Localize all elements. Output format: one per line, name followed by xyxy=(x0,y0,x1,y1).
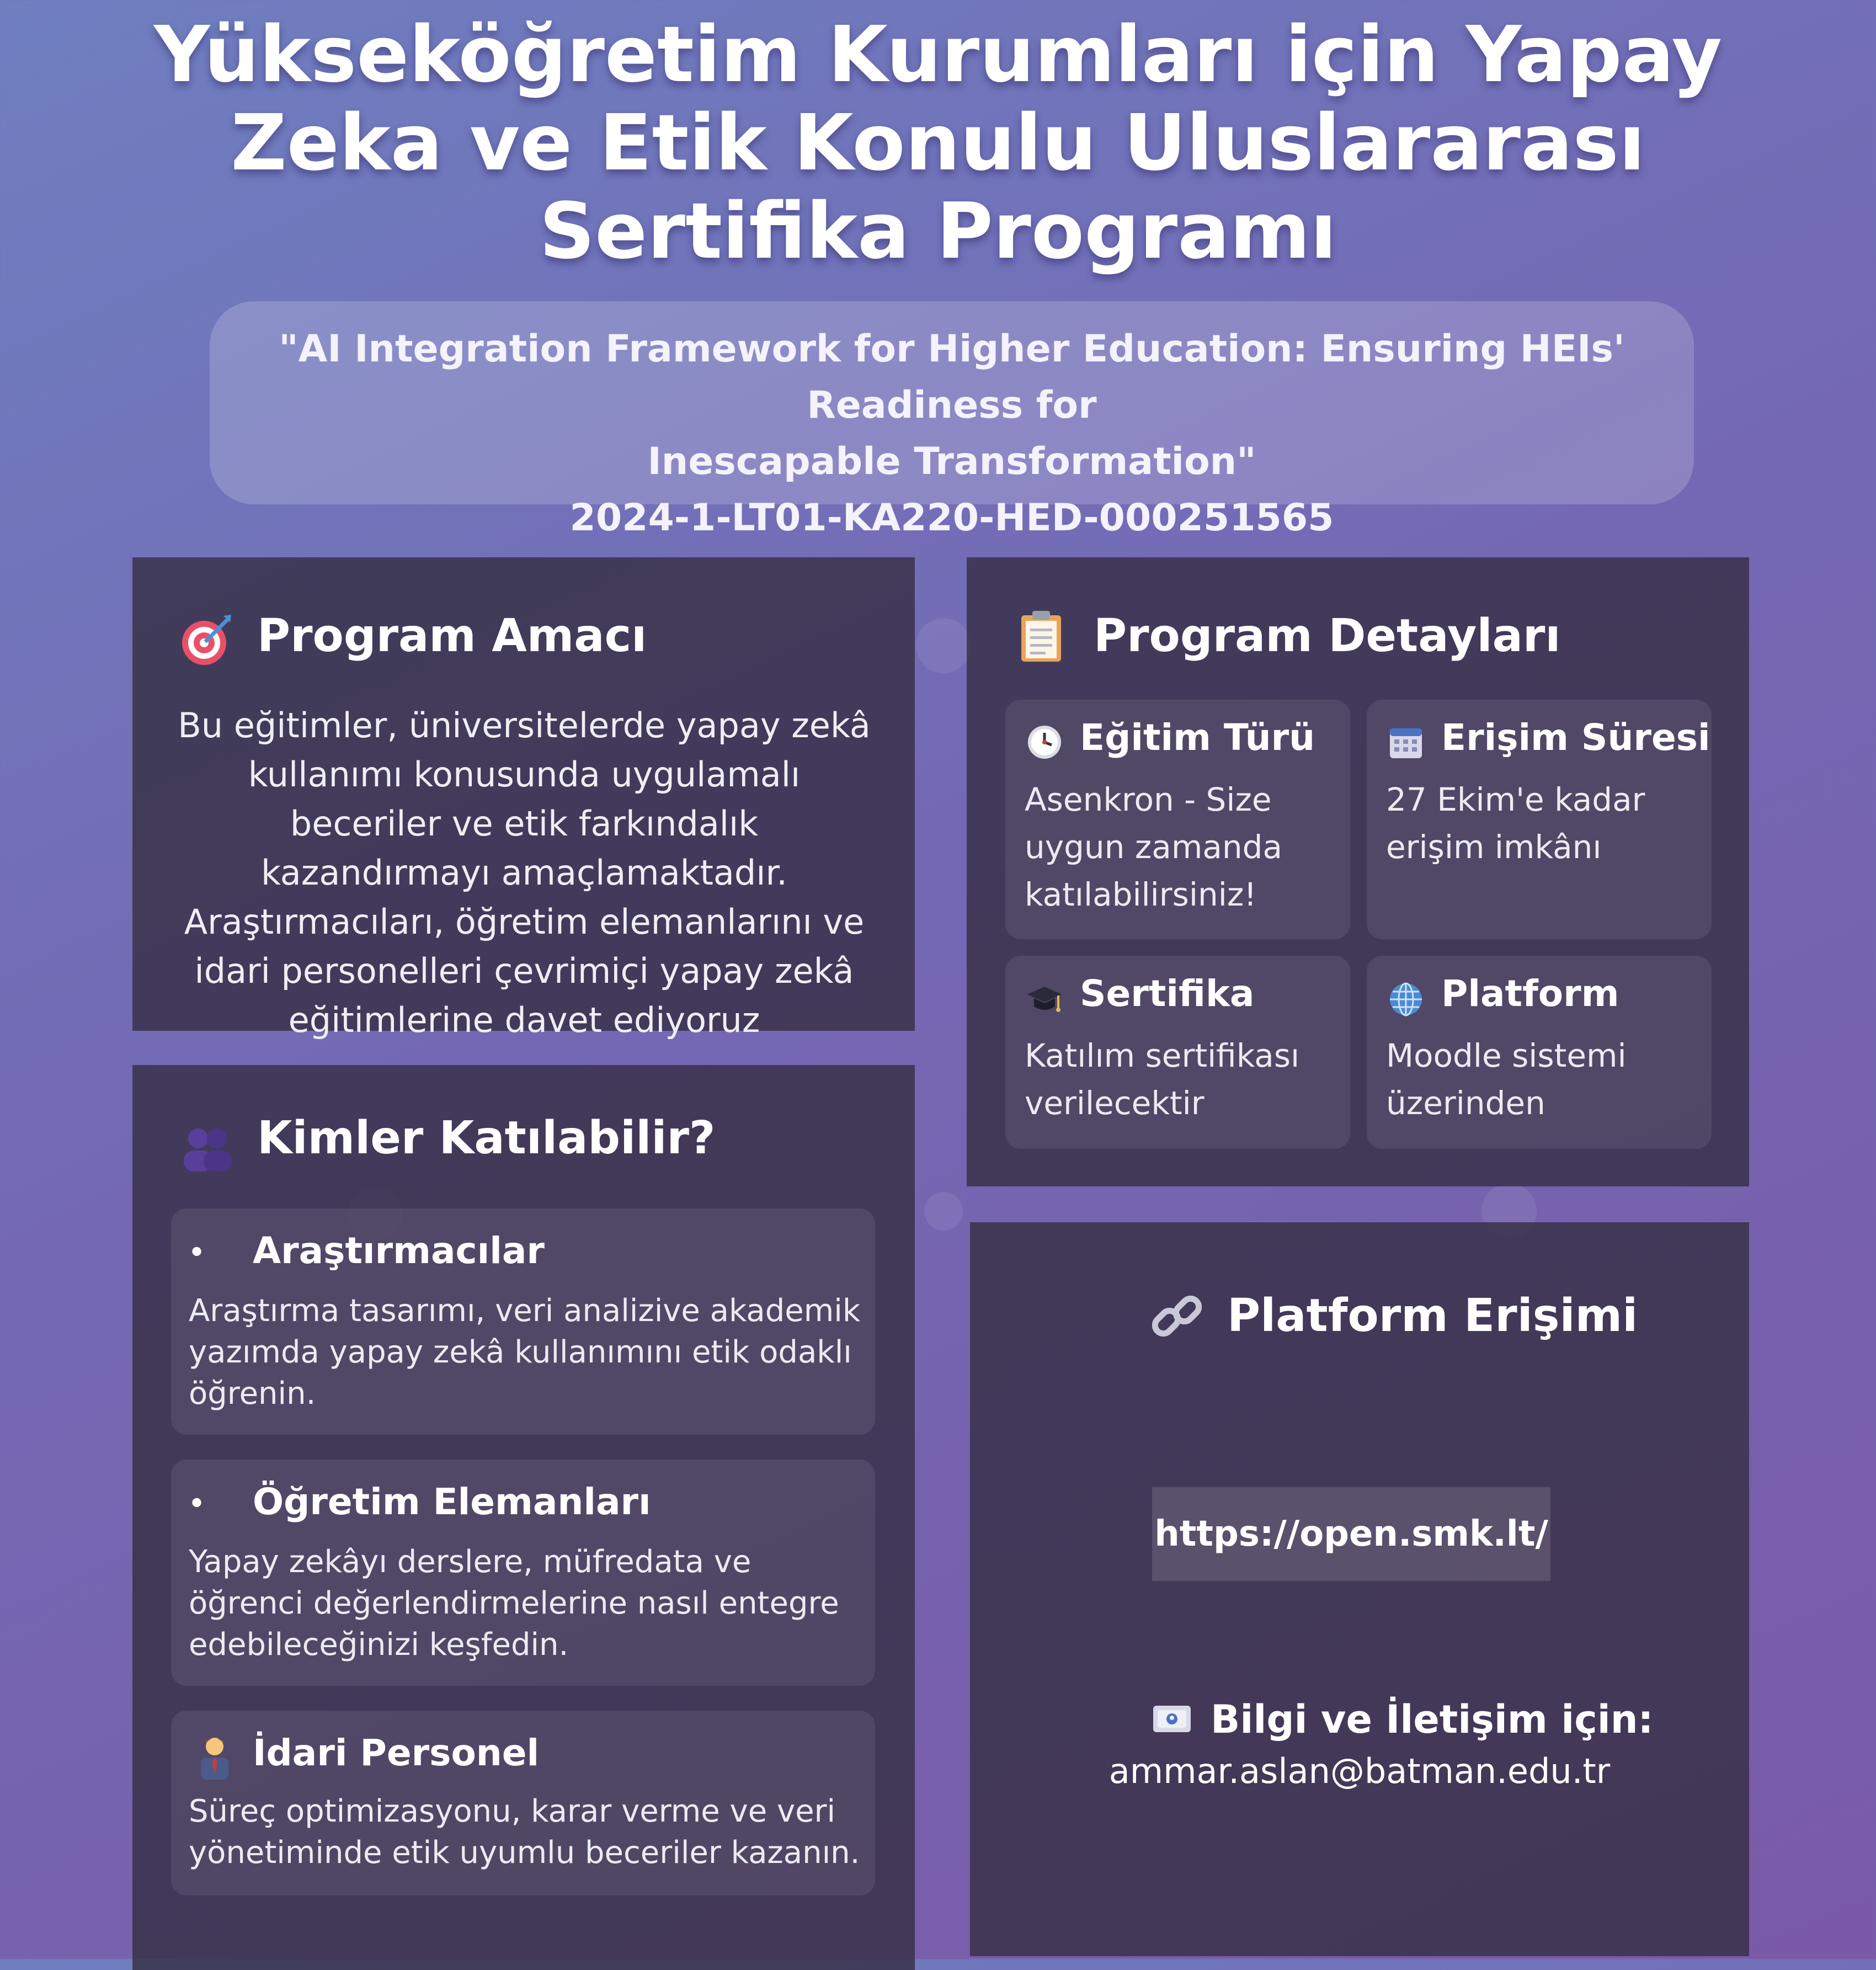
clipboard-icon xyxy=(1019,610,1063,663)
detail-egitim-turu xyxy=(1005,700,1350,939)
clock-icon xyxy=(1026,724,1063,760)
group-text: Yapay zekâyı derslere, müfredata ve öğrenci değerlendirmelerine nasıl entegre edebileceğinizi keşfedin. xyxy=(189,1544,839,1663)
detail-sertifika xyxy=(1005,956,1350,1149)
detail-text: Katılım sertifikası verilecektir xyxy=(1025,1037,1300,1122)
kimler-katilabilir-card xyxy=(132,1065,915,1970)
office-worker-icon xyxy=(196,1735,233,1780)
group-ogretim-elemanlari xyxy=(171,1460,875,1686)
program-detaylari-card xyxy=(967,557,1749,1186)
program-detaylari-title: Program Detayları xyxy=(1094,610,1561,662)
group-title: Öğretim Elemanları xyxy=(253,1481,651,1523)
group-text: Araştırma tasarımı, veri analizive akademik yazımda yapay zekâ kullanımını etik odaklı öğrenin. xyxy=(189,1293,861,1412)
decor-circle xyxy=(924,1192,963,1231)
id-card-icon xyxy=(1152,1703,1192,1734)
detail-title: Eğitim Türü xyxy=(1080,716,1315,759)
program-amaci-title: Program Amacı xyxy=(257,610,647,662)
graduation-cap-icon xyxy=(1026,983,1063,1016)
bullet-marker: • xyxy=(188,1486,206,1522)
platform-erisimi-card xyxy=(970,1222,1749,1956)
page-title: Yükseköğretim Kurumları için Yapay Zeka ve Etik Konulu Uluslararası Sertifika Programı xyxy=(153,10,1723,276)
project-code: 2024-1-LT01-KA220-HED-000251565 xyxy=(569,496,1334,540)
program-amaci-text: Bu eğitimler, üniversitelerde yapay zekâ kullanımı konusunda uygulamalı beceriler ve etik farkındalık kazandırmayı amaçlamaktadır. Araştırmacıları, öğretim elemanlarını ve idari personelleri çevrimiçi yapay zekâ eğitimlerine davet ediyoruz xyxy=(178,705,871,1040)
group-text: Süreç optimizasyonu, karar verme ve veri yönetiminde etik uyumlu beceriler kazanın. xyxy=(189,1793,860,1871)
globe-icon xyxy=(1388,981,1424,1018)
project-subtitle xyxy=(210,301,1694,540)
platform-url-link[interactable]: https://open.smk.lt/ xyxy=(1152,1487,1550,1581)
detail-text: 27 Ekim'e kadar erişim imkânı xyxy=(1386,781,1645,866)
subtitle-line-2: Inescapable Transformation" xyxy=(647,440,1256,483)
detail-text: Asenkron - Size uygun zamanda katılabilirsiniz! xyxy=(1025,781,1283,913)
program-amaci-card xyxy=(132,557,915,1040)
detail-title: Platform xyxy=(1441,972,1619,1015)
target-icon xyxy=(179,613,234,668)
group-title: İdari Personel xyxy=(253,1732,540,1774)
decor-circle xyxy=(916,618,971,673)
contact-title: Bilgi ve İletişim için: xyxy=(1211,1697,1654,1742)
detail-title: Erişim Süresi xyxy=(1441,716,1710,759)
contact-email[interactable]: ammar.aslan@batman.edu.tr xyxy=(1108,1751,1611,1791)
group-arastirmacilar xyxy=(171,1208,875,1435)
group-title: Araştırmacılar xyxy=(253,1229,545,1272)
group-idari-personel xyxy=(171,1711,875,1896)
subtitle-line-1: "AI Integration Framework for Higher Education: Ensuring HEIs' Readiness for xyxy=(279,327,1625,427)
detail-title: Sertifika xyxy=(1080,972,1255,1015)
link-icon xyxy=(1149,1289,1205,1344)
platform-erisimi-title: Platform Erişimi xyxy=(1227,1290,1638,1342)
detail-platform xyxy=(1367,956,1712,1149)
calendar-icon xyxy=(1388,724,1424,760)
detail-erisim-suresi xyxy=(1367,700,1712,939)
kimler-katilabilir-title: Kimler Katılabilir? xyxy=(257,1112,716,1164)
bullet-marker: • xyxy=(188,1235,206,1271)
detail-text: Moodle sistemi üzerinden xyxy=(1386,1037,1627,1122)
users-icon xyxy=(179,1123,234,1173)
